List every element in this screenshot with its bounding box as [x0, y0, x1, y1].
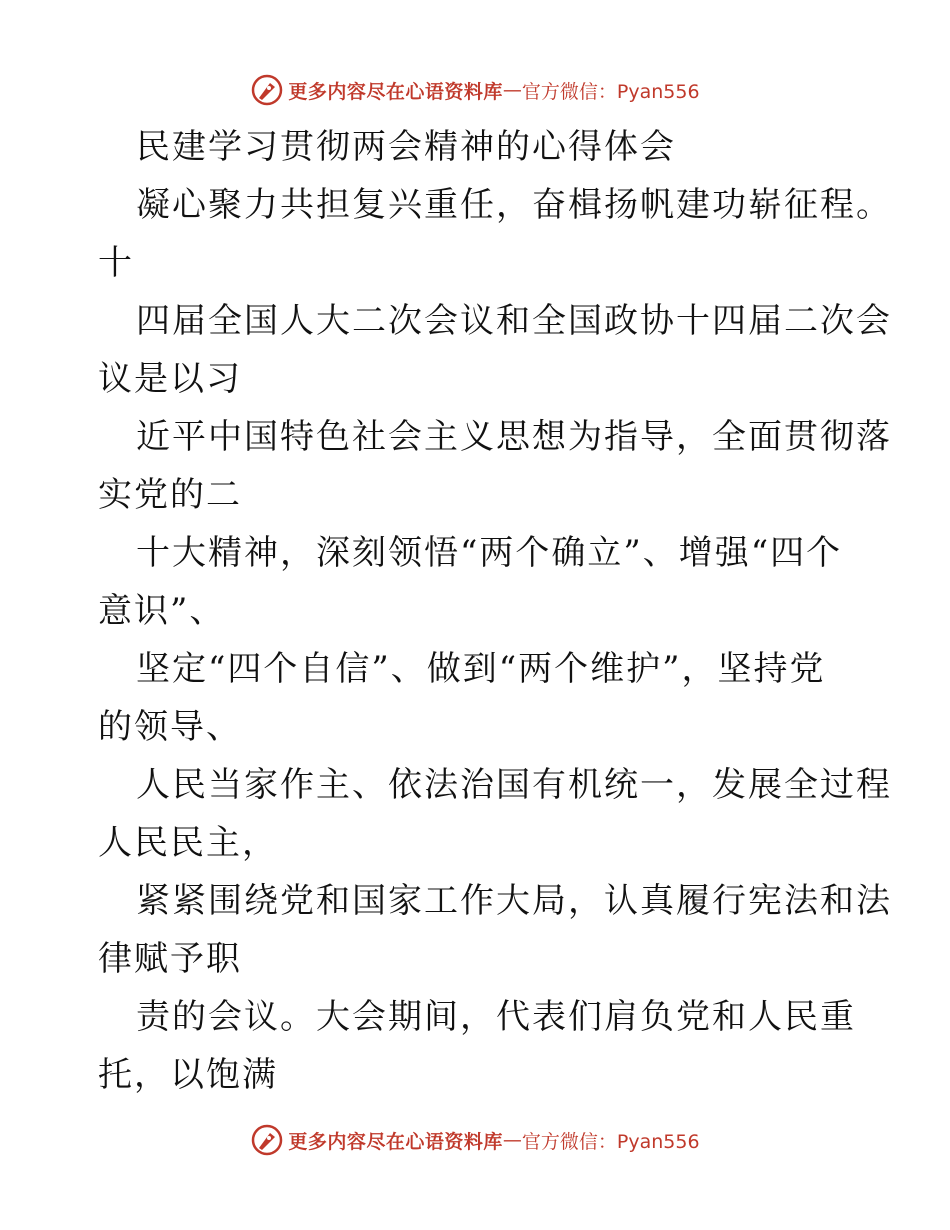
text-line: 凝心聚力共担复兴重任，奋楫扬帆建功崭征程。	[136, 185, 892, 225]
text-line: 十大精神，深刻领悟“两个确立”、增强“四个	[136, 533, 843, 573]
text-line: 议是以习	[98, 359, 242, 399]
header-brand-text: 更多内容尽在心语资料库	[288, 80, 503, 103]
pen-nib-circle-icon	[250, 73, 284, 107]
text-line: 意识”、	[98, 591, 226, 631]
text-line: 近平中国特色社会主义思想为指导，全面贯彻落	[136, 417, 892, 457]
text-line: 坚定“四个自信”、做到“两个维护”，坚持党	[136, 649, 826, 689]
footer-watermark	[0, 1120, 950, 1160]
text-line: 责的会议。大会期间，代表们肩负党和人民重	[136, 997, 856, 1037]
text-line: 的领导、	[98, 707, 242, 747]
text-line: 人民民主，	[98, 823, 278, 863]
text-line: 人民当家作主、依法治国有机统一，发展全过程	[136, 765, 892, 805]
document-title: 民建学习贯彻两会精神的心得体会	[136, 127, 676, 167]
document-body	[98, 118, 892, 1104]
text-line: 托，以饱满	[98, 1055, 278, 1095]
text-line: 十	[98, 243, 134, 283]
header-watermark	[0, 70, 950, 110]
text-line: 紧紧围绕党和国家工作大局，认真履行宪法和法	[136, 881, 892, 921]
header-wechat-text: 官方微信：Pyan556	[521, 80, 700, 103]
pen-nib-circle-icon	[250, 1123, 284, 1157]
text-line: 律赋予职	[98, 939, 242, 979]
footer-separator: —	[502, 1129, 522, 1151]
text-line: 四届全国人大二次会议和全国政协十四届二次会	[136, 301, 892, 341]
text-line: 实党的二	[98, 475, 242, 515]
header-separator: —	[502, 79, 522, 101]
footer-brand-text: 更多内容尽在心语资料库	[288, 1130, 503, 1153]
footer-wechat-text: 官方微信：Pyan556	[521, 1130, 700, 1153]
